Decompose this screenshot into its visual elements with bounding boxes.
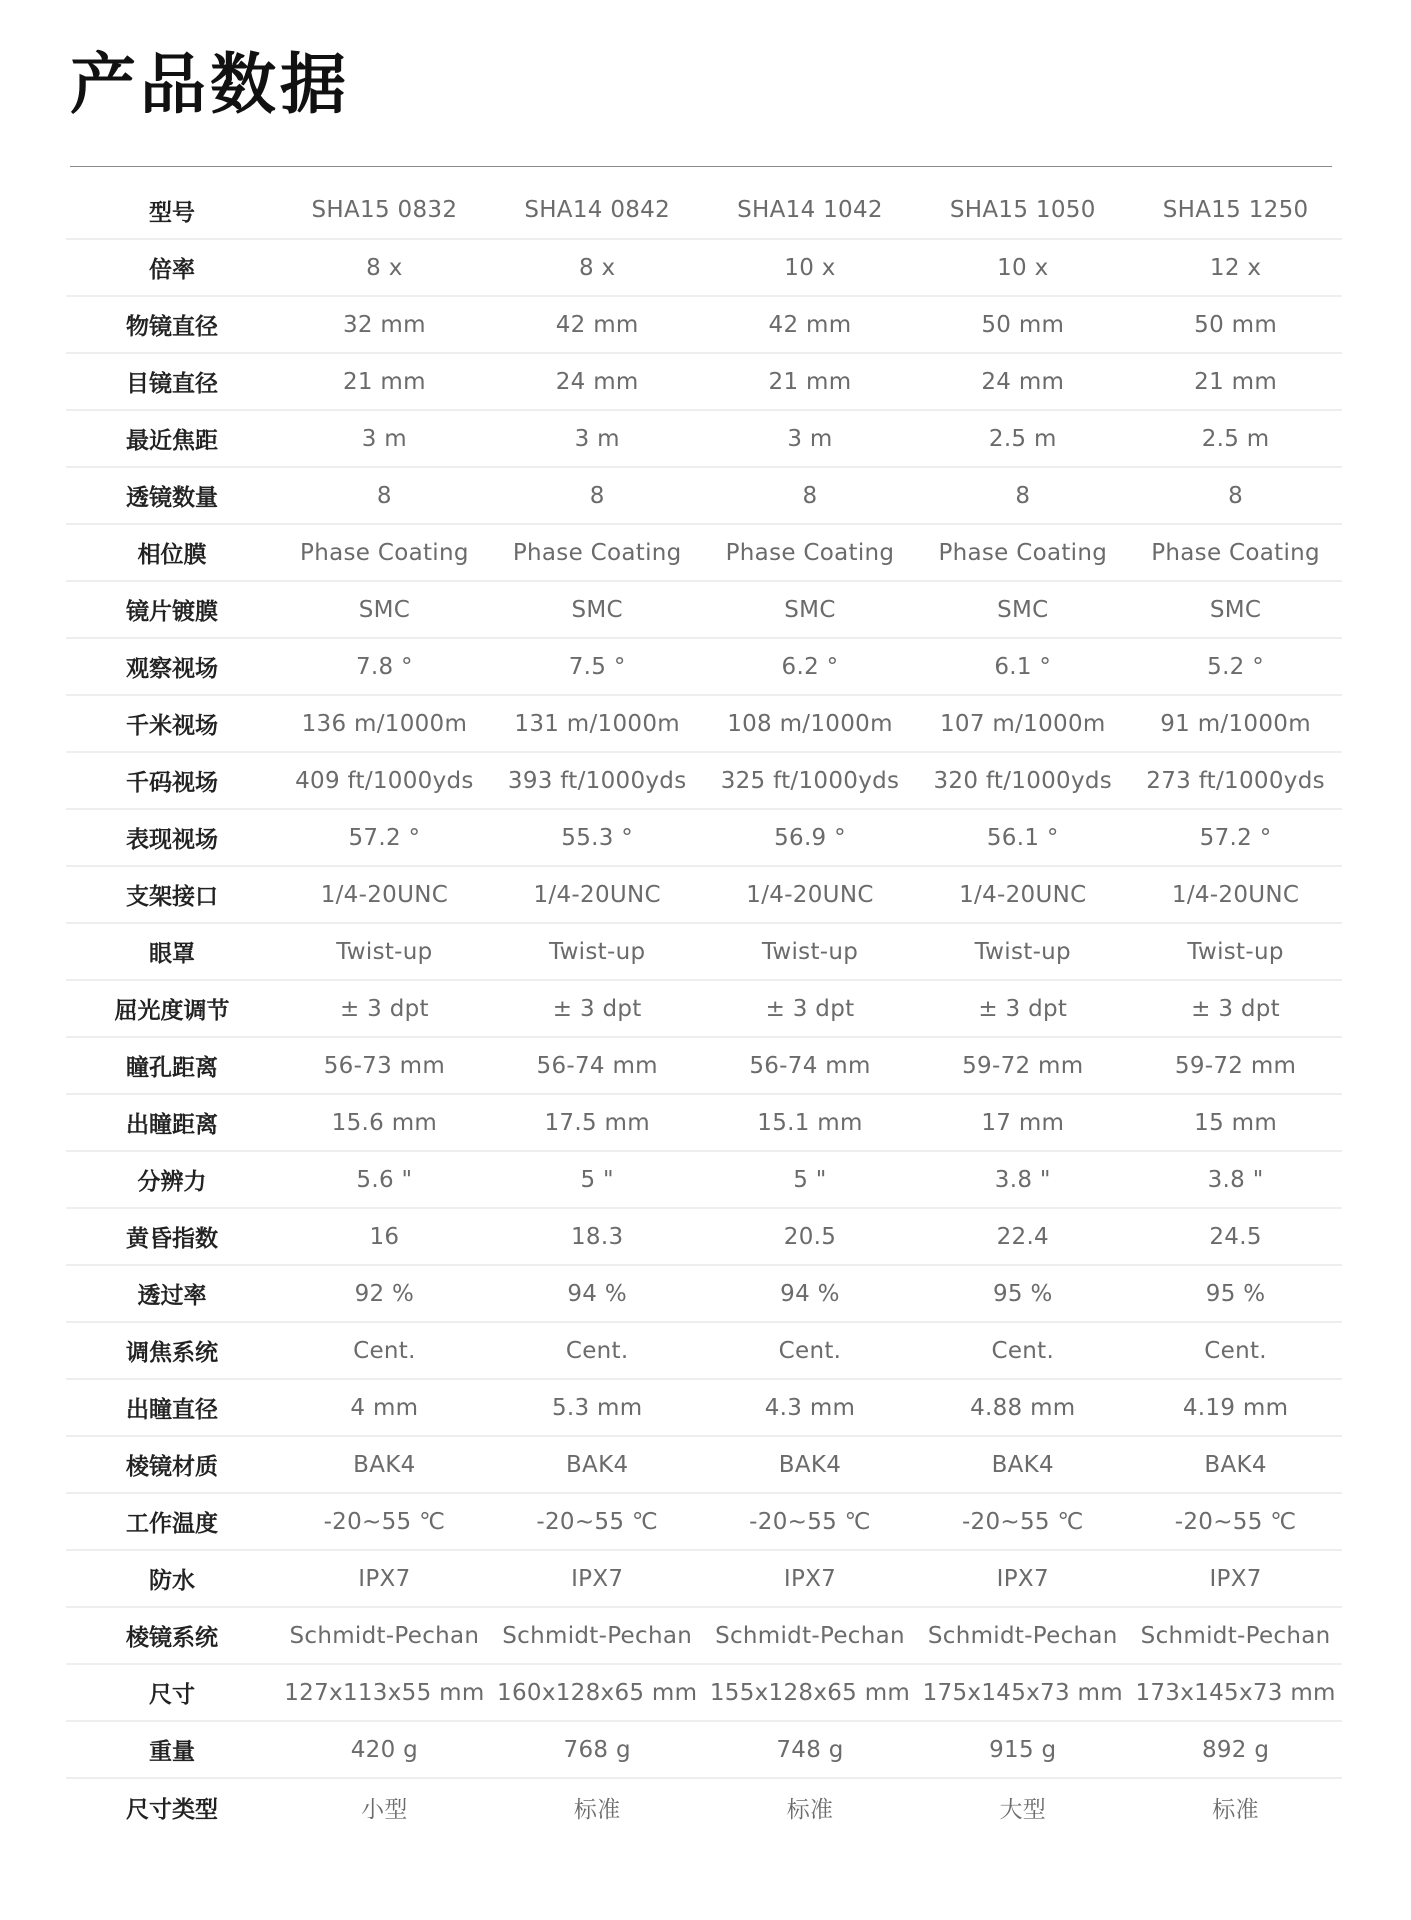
table-row bbox=[66, 467, 1342, 524]
table-row bbox=[66, 809, 1342, 866]
table-cell: 50 mm bbox=[916, 296, 1129, 353]
table-cell: 24.5 bbox=[1129, 1208, 1342, 1265]
table-cell: 6.1 ° bbox=[916, 638, 1129, 695]
table-cell: 57.2 ° bbox=[1129, 809, 1342, 866]
table-cell: 2.5 m bbox=[1129, 410, 1342, 467]
table-cell: 标准 bbox=[1129, 1778, 1342, 1835]
table-row bbox=[66, 1436, 1342, 1493]
table-cell: 175x145x73 mm bbox=[916, 1664, 1129, 1721]
table-cell: 22.4 bbox=[916, 1208, 1129, 1265]
table-cell: Phase Coating bbox=[278, 524, 491, 581]
title-divider bbox=[70, 166, 1332, 167]
table-cell: 915 g bbox=[916, 1721, 1129, 1778]
table-cell: 5.6 " bbox=[278, 1151, 491, 1208]
table-cell: 7.8 ° bbox=[278, 638, 491, 695]
table-cell: 21 mm bbox=[278, 353, 491, 410]
table-row bbox=[66, 923, 1342, 980]
table-cell: 56.1 ° bbox=[916, 809, 1129, 866]
table-cell: 12 x bbox=[1129, 239, 1342, 296]
table-cell: -20~55 ℃ bbox=[916, 1493, 1129, 1550]
table-cell: 3 m bbox=[491, 410, 704, 467]
table-cell: 59-72 mm bbox=[1129, 1037, 1342, 1094]
table-cell: 173x145x73 mm bbox=[1129, 1664, 1342, 1721]
table-cell: BAK4 bbox=[278, 1436, 491, 1493]
table-row bbox=[66, 866, 1342, 923]
table-cell: 21 mm bbox=[704, 353, 917, 410]
table-cell: IPX7 bbox=[491, 1550, 704, 1607]
table-cell: 95 % bbox=[1129, 1265, 1342, 1322]
table-cell: Phase Coating bbox=[491, 524, 704, 581]
table-row bbox=[66, 638, 1342, 695]
table-cell: 57.2 ° bbox=[278, 809, 491, 866]
table-cell: 8 bbox=[1129, 467, 1342, 524]
row-label: 防水 bbox=[66, 1550, 278, 1607]
table-cell: 17 mm bbox=[916, 1094, 1129, 1151]
model-header: SHA14 1042 bbox=[737, 197, 883, 223]
table-cell: 5.2 ° bbox=[1129, 638, 1342, 695]
table-cell: 56-74 mm bbox=[704, 1037, 917, 1094]
model-header: SHA15 0832 bbox=[311, 197, 458, 223]
table-cell: 160x128x65 mm bbox=[491, 1664, 704, 1721]
page-title: 产品数据 bbox=[70, 46, 350, 123]
table-cell: Twist-up bbox=[704, 923, 917, 980]
table-cell: 136 m/1000m bbox=[278, 695, 491, 752]
row-label: 尺寸 bbox=[66, 1664, 278, 1721]
table-cell: 56-73 mm bbox=[278, 1037, 491, 1094]
table-cell: 5 " bbox=[491, 1151, 704, 1208]
table-header-row bbox=[66, 182, 1342, 239]
table-cell: 325 ft/1000yds bbox=[704, 752, 917, 809]
table-cell: 16 bbox=[278, 1208, 491, 1265]
table-cell: 8 x bbox=[278, 239, 491, 296]
table-cell: Twist-up bbox=[1129, 923, 1342, 980]
table-cell: 1/4-20UNC bbox=[704, 866, 917, 923]
row-label: 表现视场 bbox=[66, 809, 278, 866]
table-row bbox=[66, 353, 1342, 410]
table-cell: 8 x bbox=[491, 239, 704, 296]
table-cell: 131 m/1000m bbox=[491, 695, 704, 752]
table-cell: BAK4 bbox=[1129, 1436, 1342, 1493]
table-cell: 10 x bbox=[916, 239, 1129, 296]
table-cell: 4.3 mm bbox=[704, 1379, 917, 1436]
table-cell: 393 ft/1000yds bbox=[491, 752, 704, 809]
row-label: 镜片镀膜 bbox=[66, 581, 278, 638]
table-cell: 94 % bbox=[491, 1265, 704, 1322]
table-cell: 6.2 ° bbox=[704, 638, 917, 695]
row-label: 千米视场 bbox=[66, 695, 278, 752]
table-cell: Cent. bbox=[278, 1322, 491, 1379]
row-label: 最近焦距 bbox=[66, 410, 278, 467]
row-label: 分辨力 bbox=[66, 1151, 278, 1208]
table-row bbox=[66, 1550, 1342, 1607]
table-cell: 17.5 mm bbox=[491, 1094, 704, 1151]
table-cell: 5 " bbox=[704, 1151, 917, 1208]
table-cell: BAK4 bbox=[916, 1436, 1129, 1493]
table-cell: 7.5 ° bbox=[491, 638, 704, 695]
table-cell: ± 3 dpt bbox=[278, 980, 491, 1037]
row-label: 眼罩 bbox=[66, 923, 278, 980]
table-cell: 18.3 bbox=[491, 1208, 704, 1265]
table-row bbox=[66, 296, 1342, 353]
table-cell: Schmidt-Pechan bbox=[704, 1607, 917, 1664]
table-row bbox=[66, 1208, 1342, 1265]
table-cell: 10 x bbox=[704, 239, 917, 296]
row-label: 透镜数量 bbox=[66, 467, 278, 524]
table-row bbox=[66, 1037, 1342, 1094]
model-header: SHA14 0842 bbox=[524, 197, 671, 223]
table-cell: BAK4 bbox=[704, 1436, 917, 1493]
table-cell: 8 bbox=[278, 467, 491, 524]
table-cell: -20~55 ℃ bbox=[704, 1493, 917, 1550]
table-cell: Twist-up bbox=[916, 923, 1129, 980]
row-label: 千码视场 bbox=[66, 752, 278, 809]
table-cell: 2.5 m bbox=[916, 410, 1129, 467]
model-header: SHA15 1050 bbox=[949, 197, 1096, 223]
table-cell: 8 bbox=[704, 467, 917, 524]
table-cell: 320 ft/1000yds bbox=[916, 752, 1129, 809]
table-cell: Twist-up bbox=[491, 923, 704, 980]
row-label: 出瞳距离 bbox=[66, 1094, 278, 1151]
table-cell: 3 m bbox=[704, 410, 917, 467]
table-cell: 409 ft/1000yds bbox=[278, 752, 491, 809]
row-label: 调焦系统 bbox=[66, 1322, 278, 1379]
table-row bbox=[66, 1778, 1342, 1835]
row-label: 瞳孔距离 bbox=[66, 1037, 278, 1094]
table-cell: 24 mm bbox=[916, 353, 1129, 410]
table-cell: 155x128x65 mm bbox=[704, 1664, 917, 1721]
table-cell: Twist-up bbox=[278, 923, 491, 980]
table-row bbox=[66, 1094, 1342, 1151]
row-label: 棱镜材质 bbox=[66, 1436, 278, 1493]
spec-table bbox=[66, 182, 1342, 1835]
table-cell: 55.3 ° bbox=[491, 809, 704, 866]
table-row bbox=[66, 1265, 1342, 1322]
table-cell: Schmidt-Pechan bbox=[491, 1607, 704, 1664]
spec-table-body bbox=[66, 182, 1342, 1835]
table-cell: 1/4-20UNC bbox=[491, 866, 704, 923]
row-label: 工作温度 bbox=[66, 1493, 278, 1550]
table-cell: 56.9 ° bbox=[704, 809, 917, 866]
table-row bbox=[66, 410, 1342, 467]
row-label: 棱镜系统 bbox=[66, 1607, 278, 1664]
table-cell: 3 m bbox=[278, 410, 491, 467]
table-cell: 94 % bbox=[704, 1265, 917, 1322]
table-cell: 1/4-20UNC bbox=[916, 866, 1129, 923]
row-label: 出瞳直径 bbox=[66, 1379, 278, 1436]
table-cell: BAK4 bbox=[491, 1436, 704, 1493]
table-row bbox=[66, 1664, 1342, 1721]
row-label: 黄昏指数 bbox=[66, 1208, 278, 1265]
table-cell: Cent. bbox=[704, 1322, 917, 1379]
table-cell: IPX7 bbox=[916, 1550, 1129, 1607]
table-cell: Phase Coating bbox=[704, 524, 917, 581]
table-cell: ± 3 dpt bbox=[491, 980, 704, 1037]
table-row bbox=[66, 1607, 1342, 1664]
table-cell: 3.8 " bbox=[916, 1151, 1129, 1208]
table-cell: Schmidt-Pechan bbox=[278, 1607, 491, 1664]
table-cell: Phase Coating bbox=[1129, 524, 1342, 581]
table-cell: 15.1 mm bbox=[704, 1094, 917, 1151]
row-label: 物镜直径 bbox=[66, 296, 278, 353]
table-cell: 21 mm bbox=[1129, 353, 1342, 410]
table-row bbox=[66, 752, 1342, 809]
table-cell: 127x113x55 mm bbox=[278, 1664, 491, 1721]
table-cell: 273 ft/1000yds bbox=[1129, 752, 1342, 809]
table-cell: SMC bbox=[491, 581, 704, 638]
row-label: 屈光度调节 bbox=[66, 980, 278, 1037]
table-cell: 42 mm bbox=[491, 296, 704, 353]
table-row bbox=[66, 980, 1342, 1037]
table-cell: 95 % bbox=[916, 1265, 1129, 1322]
table-cell: -20~55 ℃ bbox=[1129, 1493, 1342, 1550]
table-cell: SMC bbox=[916, 581, 1129, 638]
table-row bbox=[66, 1379, 1342, 1436]
table-cell: 20.5 bbox=[704, 1208, 917, 1265]
table-cell: 748 g bbox=[704, 1721, 917, 1778]
table-cell: 42 mm bbox=[704, 296, 917, 353]
table-cell: SMC bbox=[278, 581, 491, 638]
table-cell: 15 mm bbox=[1129, 1094, 1342, 1151]
table-row bbox=[66, 1151, 1342, 1208]
row-label: 目镜直径 bbox=[66, 353, 278, 410]
table-cell: IPX7 bbox=[1129, 1550, 1342, 1607]
table-cell: 标准 bbox=[704, 1778, 917, 1835]
table-cell: 108 m/1000m bbox=[704, 695, 917, 752]
table-cell: Phase Coating bbox=[916, 524, 1129, 581]
table-cell: 59-72 mm bbox=[916, 1037, 1129, 1094]
table-cell: 107 m/1000m bbox=[916, 695, 1129, 752]
table-cell: 标准 bbox=[491, 1778, 704, 1835]
table-cell: 8 bbox=[916, 467, 1129, 524]
table-row bbox=[66, 1322, 1342, 1379]
table-cell: 4.19 mm bbox=[1129, 1379, 1342, 1436]
row-label: 尺寸类型 bbox=[66, 1778, 278, 1835]
table-cell: ± 3 dpt bbox=[916, 980, 1129, 1037]
table-cell: 56-74 mm bbox=[491, 1037, 704, 1094]
table-row bbox=[66, 1493, 1342, 1550]
table-cell: SMC bbox=[704, 581, 917, 638]
table-row bbox=[66, 1721, 1342, 1778]
table-cell: 892 g bbox=[1129, 1721, 1342, 1778]
table-cell: 1/4-20UNC bbox=[1129, 866, 1342, 923]
table-cell: Schmidt-Pechan bbox=[916, 1607, 1129, 1664]
table-cell: 4 mm bbox=[278, 1379, 491, 1436]
table-cell: -20~55 ℃ bbox=[491, 1493, 704, 1550]
table-cell: 32 mm bbox=[278, 296, 491, 353]
row-label: 透过率 bbox=[66, 1265, 278, 1322]
table-cell: 8 bbox=[491, 467, 704, 524]
table-cell: 91 m/1000m bbox=[1129, 695, 1342, 752]
table-row bbox=[66, 239, 1342, 296]
table-cell: ± 3 dpt bbox=[704, 980, 917, 1037]
table-cell: IPX7 bbox=[278, 1550, 491, 1607]
table-cell: 50 mm bbox=[1129, 296, 1342, 353]
model-header: SHA15 1250 bbox=[1162, 197, 1309, 223]
row-label: 相位膜 bbox=[66, 524, 278, 581]
table-cell: 3.8 " bbox=[1129, 1151, 1342, 1208]
table-row bbox=[66, 581, 1342, 638]
table-cell: 5.3 mm bbox=[491, 1379, 704, 1436]
table-cell: 420 g bbox=[278, 1721, 491, 1778]
table-cell: IPX7 bbox=[704, 1550, 917, 1607]
table-cell: 15.6 mm bbox=[278, 1094, 491, 1151]
table-cell: Schmidt-Pechan bbox=[1129, 1607, 1342, 1664]
table-cell: SMC bbox=[1129, 581, 1342, 638]
table-cell: 768 g bbox=[491, 1721, 704, 1778]
table-cell: 4.88 mm bbox=[916, 1379, 1129, 1436]
table-cell: Cent. bbox=[1129, 1322, 1342, 1379]
table-row bbox=[66, 524, 1342, 581]
table-cell: 小型 bbox=[278, 1778, 491, 1835]
table-cell: 92 % bbox=[278, 1265, 491, 1322]
table-cell: 大型 bbox=[916, 1778, 1129, 1835]
row-label: 支架接口 bbox=[66, 866, 278, 923]
table-cell: ± 3 dpt bbox=[1129, 980, 1342, 1037]
table-cell: -20~55 ℃ bbox=[278, 1493, 491, 1550]
table-cell: 1/4-20UNC bbox=[278, 866, 491, 923]
table-cell: 24 mm bbox=[491, 353, 704, 410]
row-label: 型号 bbox=[149, 199, 195, 226]
row-label: 重量 bbox=[66, 1721, 278, 1778]
table-cell: Cent. bbox=[491, 1322, 704, 1379]
row-label: 倍率 bbox=[66, 239, 278, 296]
table-row bbox=[66, 695, 1342, 752]
row-label: 观察视场 bbox=[66, 638, 278, 695]
table-cell: Cent. bbox=[916, 1322, 1129, 1379]
